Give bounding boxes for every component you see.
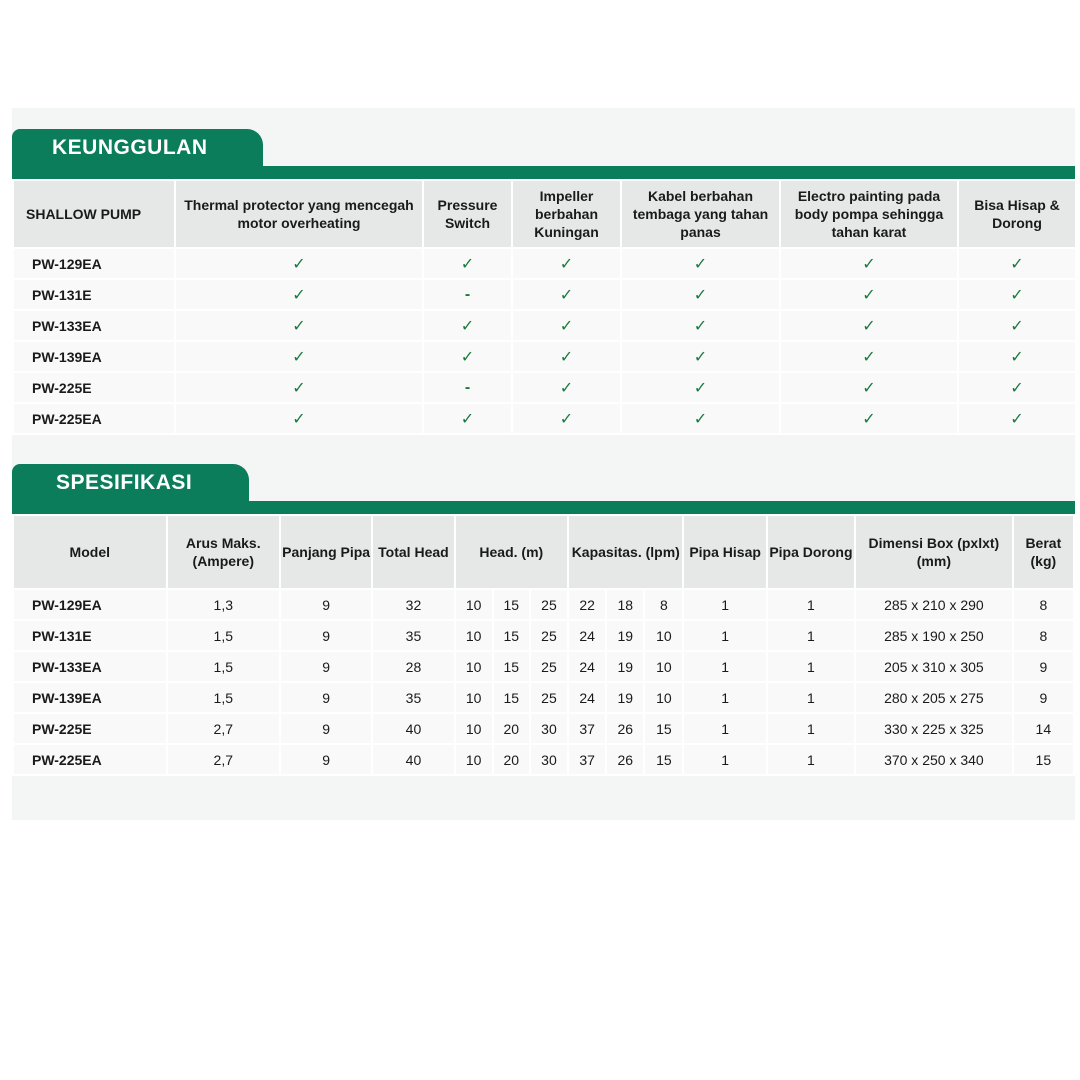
table-row xyxy=(13,372,1076,403)
table-row xyxy=(13,403,1076,434)
head-cell: 20 xyxy=(493,713,530,744)
feature-cell: ✓ xyxy=(512,310,621,341)
table-row xyxy=(13,248,1076,279)
arus-cell: 1,5 xyxy=(167,682,280,713)
keunggulan-header-row xyxy=(13,180,1076,248)
feature-cell: ✓ xyxy=(780,248,958,279)
header-pressure-switch: Pressure Switch xyxy=(423,180,512,248)
total-head-cell: 40 xyxy=(372,713,454,744)
feature-cell: ✓ xyxy=(621,248,780,279)
head-cell: 25 xyxy=(530,589,568,620)
header-berat: Berat (kg) xyxy=(1013,515,1074,589)
kapasitas-cell: 26 xyxy=(606,744,644,775)
berat-cell: 9 xyxy=(1013,682,1074,713)
table-row xyxy=(13,744,1074,775)
header-kabel: Kabel berbahan tembaga yang tahan panas xyxy=(621,180,780,248)
dimensi-box-cell: 280 x 205 x 275 xyxy=(855,682,1013,713)
kapasitas-cell: 15 xyxy=(644,713,683,744)
header-shallow-pump: SHALLOW PUMP xyxy=(13,180,175,248)
model-cell: PW-139EA xyxy=(13,682,167,713)
header-hisap-dorong: Bisa Hisap & Dorong xyxy=(958,180,1076,248)
pipa-dorong-cell: 1 xyxy=(767,589,855,620)
pipa-dorong-cell: 1 xyxy=(767,682,855,713)
head-cell: 30 xyxy=(530,713,568,744)
pipa-hisap-cell: 1 xyxy=(683,713,766,744)
pipa-dorong-cell: 1 xyxy=(767,744,855,775)
model-cell: PW-129EA xyxy=(13,589,167,620)
feature-cell: ✓ xyxy=(423,310,512,341)
head-cell: 10 xyxy=(455,713,493,744)
feature-cell: ✓ xyxy=(780,279,958,310)
feature-cell: ✓ xyxy=(621,279,780,310)
dimensi-box-cell: 205 x 310 x 305 xyxy=(855,651,1013,682)
model-cell: PW-133EA xyxy=(13,310,175,341)
feature-cell: ✓ xyxy=(423,341,512,372)
head-cell: 10 xyxy=(455,682,493,713)
feature-cell: ✓ xyxy=(621,341,780,372)
head-cell: 15 xyxy=(493,651,530,682)
keunggulan-band xyxy=(12,166,1075,180)
feature-cell: ✓ xyxy=(175,372,423,403)
table-row xyxy=(13,682,1074,713)
kapasitas-cell: 24 xyxy=(568,651,606,682)
kapasitas-cell: 18 xyxy=(606,589,644,620)
berat-cell: 14 xyxy=(1013,713,1074,744)
table-row xyxy=(13,713,1074,744)
feature-cell: ✓ xyxy=(512,372,621,403)
kapasitas-cell: 8 xyxy=(644,589,683,620)
head-cell: 10 xyxy=(455,651,493,682)
dimensi-box-cell: 285 x 210 x 290 xyxy=(855,589,1013,620)
table-row xyxy=(13,279,1076,310)
head-cell: 10 xyxy=(455,589,493,620)
kapasitas-cell: 19 xyxy=(606,651,644,682)
head-cell: 15 xyxy=(493,589,530,620)
head-cell: 10 xyxy=(455,744,493,775)
table-row xyxy=(13,341,1076,372)
head-cell: 25 xyxy=(530,682,568,713)
header-pipa-dorong: Pipa Dorong xyxy=(767,515,855,589)
head-cell: 15 xyxy=(493,620,530,651)
head-cell: 25 xyxy=(530,651,568,682)
kapasitas-cell: 10 xyxy=(644,682,683,713)
spesifikasi-header-row xyxy=(13,515,1074,589)
model-cell: PW-225E xyxy=(13,372,175,403)
feature-cell: ✓ xyxy=(175,279,423,310)
berat-cell: 15 xyxy=(1013,744,1074,775)
panjang-pipa-cell: 9 xyxy=(280,713,372,744)
arus-cell: 1,3 xyxy=(167,589,280,620)
head-cell: 20 xyxy=(493,744,530,775)
panjang-pipa-cell: 9 xyxy=(280,589,372,620)
total-head-cell: 32 xyxy=(372,589,454,620)
model-cell: PW-225EA xyxy=(13,403,175,434)
pipa-dorong-cell: 1 xyxy=(767,620,855,651)
pipa-hisap-cell: 1 xyxy=(683,682,766,713)
kapasitas-cell: 15 xyxy=(644,744,683,775)
feature-cell: ✓ xyxy=(512,341,621,372)
feature-cell: ✓ xyxy=(175,248,423,279)
spesifikasi-band xyxy=(12,501,1075,515)
total-head-cell: 40 xyxy=(372,744,454,775)
berat-cell: 9 xyxy=(1013,651,1074,682)
dimensi-box-cell: 285 x 190 x 250 xyxy=(855,620,1013,651)
feature-cell: - xyxy=(423,279,512,310)
model-cell: PW-131E xyxy=(13,279,175,310)
feature-cell: ✓ xyxy=(958,341,1076,372)
feature-cell: ✓ xyxy=(780,310,958,341)
total-head-cell: 35 xyxy=(372,682,454,713)
arus-cell: 2,7 xyxy=(167,713,280,744)
feature-cell: ✓ xyxy=(958,372,1076,403)
head-cell: 25 xyxy=(530,620,568,651)
feature-cell: ✓ xyxy=(423,403,512,434)
kapasitas-cell: 26 xyxy=(606,713,644,744)
panjang-pipa-cell: 9 xyxy=(280,651,372,682)
kapasitas-cell: 19 xyxy=(606,620,644,651)
feature-cell: ✓ xyxy=(780,341,958,372)
dimensi-box-cell: 370 x 250 x 340 xyxy=(855,744,1013,775)
model-cell: PW-133EA xyxy=(13,651,167,682)
table-row xyxy=(13,589,1074,620)
feature-cell: - xyxy=(423,372,512,403)
kapasitas-cell: 24 xyxy=(568,620,606,651)
header-impeller: Impeller berbahan Kuningan xyxy=(512,180,621,248)
head-cell: 15 xyxy=(493,682,530,713)
kapasitas-cell: 10 xyxy=(644,620,683,651)
berat-cell: 8 xyxy=(1013,589,1074,620)
kapasitas-cell: 37 xyxy=(568,744,606,775)
model-cell: PW-131E xyxy=(13,620,167,651)
header-thermal-protector: Thermal protector yang mencegah motor overheating xyxy=(175,180,423,248)
dimensi-box-cell: 330 x 225 x 325 xyxy=(855,713,1013,744)
feature-cell: ✓ xyxy=(958,403,1076,434)
pipa-hisap-cell: 1 xyxy=(683,651,766,682)
head-cell: 30 xyxy=(530,744,568,775)
arus-cell: 1,5 xyxy=(167,651,280,682)
feature-cell: ✓ xyxy=(780,403,958,434)
kapasitas-cell: 19 xyxy=(606,682,644,713)
table-row xyxy=(13,651,1074,682)
kapasitas-cell: 22 xyxy=(568,589,606,620)
total-head-cell: 35 xyxy=(372,620,454,651)
table-row xyxy=(13,620,1074,651)
pipa-hisap-cell: 1 xyxy=(683,620,766,651)
pipa-dorong-cell: 1 xyxy=(767,651,855,682)
feature-cell: ✓ xyxy=(512,248,621,279)
keunggulan-table xyxy=(12,179,1077,435)
header-pipa-hisap: Pipa Hisap xyxy=(683,515,766,589)
feature-cell: ✓ xyxy=(175,403,423,434)
model-cell: PW-225EA xyxy=(13,744,167,775)
header-arus: Arus Maks. (Ampere) xyxy=(167,515,280,589)
arus-cell: 1,5 xyxy=(167,620,280,651)
berat-cell: 8 xyxy=(1013,620,1074,651)
pipa-hisap-cell: 1 xyxy=(683,744,766,775)
feature-cell: ✓ xyxy=(423,248,512,279)
panjang-pipa-cell: 9 xyxy=(280,682,372,713)
kapasitas-cell: 24 xyxy=(568,682,606,713)
pipa-dorong-cell: 1 xyxy=(767,713,855,744)
feature-cell: ✓ xyxy=(512,279,621,310)
head-cell: 10 xyxy=(455,620,493,651)
spesifikasi-table xyxy=(12,514,1075,776)
model-cell: PW-225E xyxy=(13,713,167,744)
feature-cell: ✓ xyxy=(512,403,621,434)
model-cell: PW-129EA xyxy=(13,248,175,279)
feature-cell: ✓ xyxy=(958,279,1076,310)
header-dimensi-box: Dimensi Box (pxlxt) (mm) xyxy=(855,515,1013,589)
feature-cell: ✓ xyxy=(621,403,780,434)
header-model: Model xyxy=(13,515,167,589)
feature-cell: ✓ xyxy=(621,310,780,341)
feature-cell: ✓ xyxy=(958,248,1076,279)
pipa-hisap-cell: 1 xyxy=(683,589,766,620)
header-total-head: Total Head xyxy=(372,515,454,589)
feature-cell: ✓ xyxy=(621,372,780,403)
kapasitas-cell: 37 xyxy=(568,713,606,744)
header-panjang-pipa: Panjang Pipa xyxy=(280,515,372,589)
header-head: Head. (m) xyxy=(455,515,568,589)
table-row xyxy=(13,310,1076,341)
header-kapasitas: Kapasitas. (lpm) xyxy=(568,515,683,589)
panjang-pipa-cell: 9 xyxy=(280,744,372,775)
total-head-cell: 28 xyxy=(372,651,454,682)
feature-cell: ✓ xyxy=(958,310,1076,341)
spesifikasi-tab: SPESIFIKASI xyxy=(12,464,249,502)
feature-cell: ✓ xyxy=(780,372,958,403)
feature-cell: ✓ xyxy=(175,341,423,372)
kapasitas-cell: 10 xyxy=(644,651,683,682)
keunggulan-tab: KEUNGGULAN xyxy=(12,129,263,167)
arus-cell: 2,7 xyxy=(167,744,280,775)
panjang-pipa-cell: 9 xyxy=(280,620,372,651)
feature-cell: ✓ xyxy=(175,310,423,341)
header-electro-painting: Electro painting pada body pompa sehingga tahan karat xyxy=(780,180,958,248)
model-cell: PW-139EA xyxy=(13,341,175,372)
